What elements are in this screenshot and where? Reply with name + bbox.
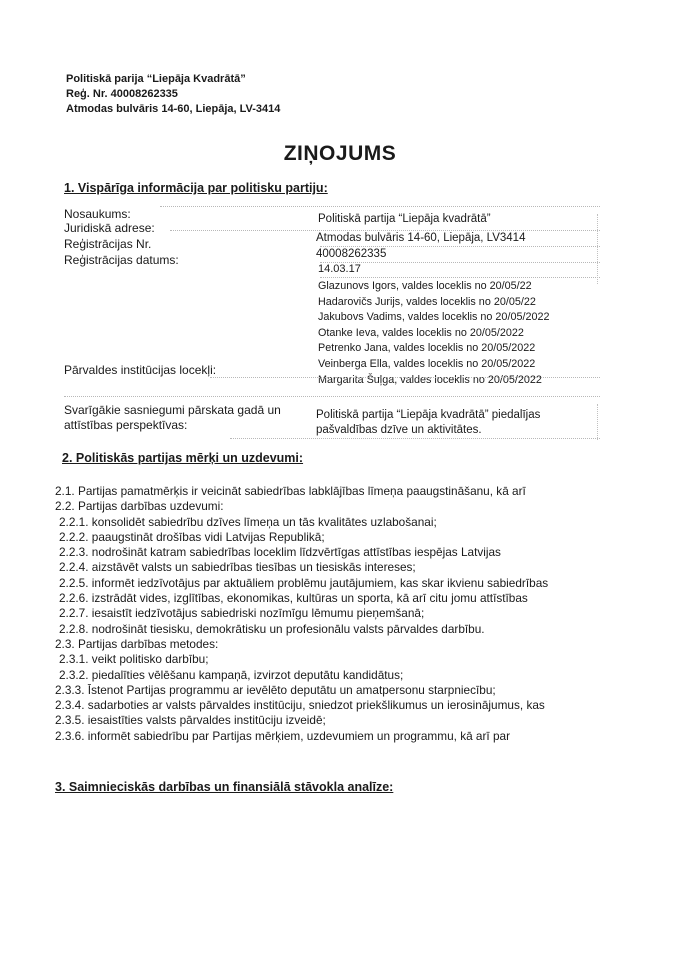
list-item: 2.2.4. aizstāvēt valsts un sabiedrības tiesības un tiesiskās intereses; bbox=[59, 560, 416, 575]
value-achievements-2: pašvaldības dzīve un aktivitātes. bbox=[316, 424, 482, 436]
form-line bbox=[64, 396, 600, 397]
label-achievements-1: Svarīgākie sasniegumi pārskata gadā un bbox=[64, 403, 281, 417]
form-line bbox=[170, 230, 600, 231]
party-name: Politiskā parija “Liepāja Kvadrātā” bbox=[66, 73, 246, 85]
board-member: Margarita Šuļga, valdes loceklis no 20/05/2022 bbox=[318, 373, 542, 386]
form-line bbox=[320, 246, 600, 247]
list-item: 2.3.4. sadarboties ar valsts pārvaldes institūciju, sniedzot priekšlikumus un ierosinājumus, kas bbox=[55, 698, 545, 713]
letterhead bbox=[66, 72, 280, 117]
list-item: 2.2.7. iesaistīt iedzīvotājus sabiedriski nozīmīgu lēmumu pieņemšanā; bbox=[59, 606, 425, 621]
list-item: 2.2.3. nodrošināt katram sabiedrības loceklim līdzvērtīgas attīstības iespējas Latvijas bbox=[59, 545, 501, 560]
registration-number: Reģ. Nr. 40008262335 bbox=[66, 88, 178, 100]
value-reg-no: 40008262335 bbox=[316, 248, 387, 260]
list-item: 2.3.3. Īstenot Partijas programmu ar ievēlēto deputātu un amatpersonu starpniecību; bbox=[55, 682, 496, 697]
list-item: 2.3.2. piedalīties vēlēšanu kampaņā, izvirzot deputātu kandidātus; bbox=[59, 667, 404, 682]
section2-heading: 2. Politiskās partijas mērķi un uzdevumi: bbox=[62, 451, 304, 465]
value-legal-address: Atmodas bulvāris 14-60, Liepāja, LV3414 bbox=[316, 232, 526, 244]
list-item: 2.3.6. informēt sabiedrību par Partijas mērķiem, uzdevumiem un programmu, kā arī par bbox=[55, 728, 511, 743]
value-achievements-1: Politiskā partija “Liepāja kvadrātā” piedalījas bbox=[316, 409, 541, 421]
label-legal-address: Juridiskā adrese: bbox=[64, 221, 155, 235]
form-border bbox=[597, 214, 598, 284]
form-line bbox=[210, 377, 600, 378]
form-border bbox=[597, 404, 598, 440]
list-item: 2.2. Partijas darbības uzdevumi: bbox=[55, 499, 224, 514]
board-member: Petrenko Jana, valdes loceklis no 20/05/2022 bbox=[318, 342, 536, 355]
list-item: 2.2.8. nodrošināt tiesisku, demokrātisku un profesionālu valsts pārvaldes darbību. bbox=[59, 621, 485, 636]
label-board-members: Pārvaldes institūcijas locekļi: bbox=[64, 363, 217, 377]
label-reg-no: Reģistrācijas Nr. bbox=[64, 237, 152, 251]
list-item: 2.2.1. konsolidēt sabiedrību dzīves līmeņa un tās kvalitātes uzlabošanai; bbox=[59, 514, 437, 529]
label-achievements-2: attīstības perspektīvas: bbox=[64, 418, 188, 432]
list-item: 2.2.6. izstrādāt vides, izglītības, ekonomikas, kultūras un sporta, kā arī citu jomu attīstības bbox=[59, 591, 528, 606]
document-title: ZIŅOJUMS bbox=[283, 142, 397, 165]
section1-heading: 1. Vispārīga informācija par politisku partiju: bbox=[64, 181, 328, 195]
board-members-list bbox=[318, 279, 549, 388]
list-item: 2.1. Partijas pamatmērķis ir veicināt sabiedrības labklājības līmeņa paaugstināšanu, kā arī bbox=[55, 484, 526, 498]
party-address: Atmodas bulvāris 14-60, Liepāja, LV-3414 bbox=[66, 103, 281, 115]
form-line bbox=[230, 438, 600, 439]
form-line bbox=[320, 277, 600, 278]
list-item: 2.3.5. iesaistīties valsts pārvaldes institūciju izveidē; bbox=[55, 713, 326, 728]
board-member: Glazunovs Igors, valdes loceklis no 20/05/22 bbox=[318, 280, 532, 292]
form-line bbox=[160, 206, 600, 207]
list-item: 2.3.1. veikt politisko darbību; bbox=[59, 652, 209, 667]
board-member: Otanke Ieva, valdes loceklis no 20/05/2022 bbox=[318, 326, 524, 339]
list-item: 2.3. Partijas darbības metodes: bbox=[55, 636, 219, 651]
board-member: Jakubovs Vadims, valdes loceklis no 20/05/2022 bbox=[318, 311, 550, 324]
board-member: Veinberga Ella, valdes loceklis no 20/05/2022 bbox=[318, 357, 536, 370]
value-name: Politiskā partija “Liepāja kvadrātā” bbox=[318, 213, 491, 225]
value-reg-date: 14.03.17 bbox=[318, 263, 361, 275]
form-line bbox=[320, 262, 600, 263]
section3-heading: 3. Saimnieciskās darbības un finansiālā stāvokla analīze: bbox=[55, 780, 394, 794]
goals-list bbox=[55, 484, 548, 744]
label-reg-date: Reģistrācijas datums: bbox=[64, 253, 179, 267]
list-item: 2.2.5. informēt iedzīvotājus par aktuāliem problēmu jautājumiem, kas skar ikvienu sabiedrības bbox=[59, 575, 549, 590]
board-member: Hadarovičs Jurijs, valdes loceklis no 20/05/22 bbox=[318, 295, 536, 308]
list-item: 2.2.2. paaugstināt drošības vidi Latvijas Republikā; bbox=[59, 529, 325, 544]
label-name: Nosaukums: bbox=[64, 207, 131, 221]
